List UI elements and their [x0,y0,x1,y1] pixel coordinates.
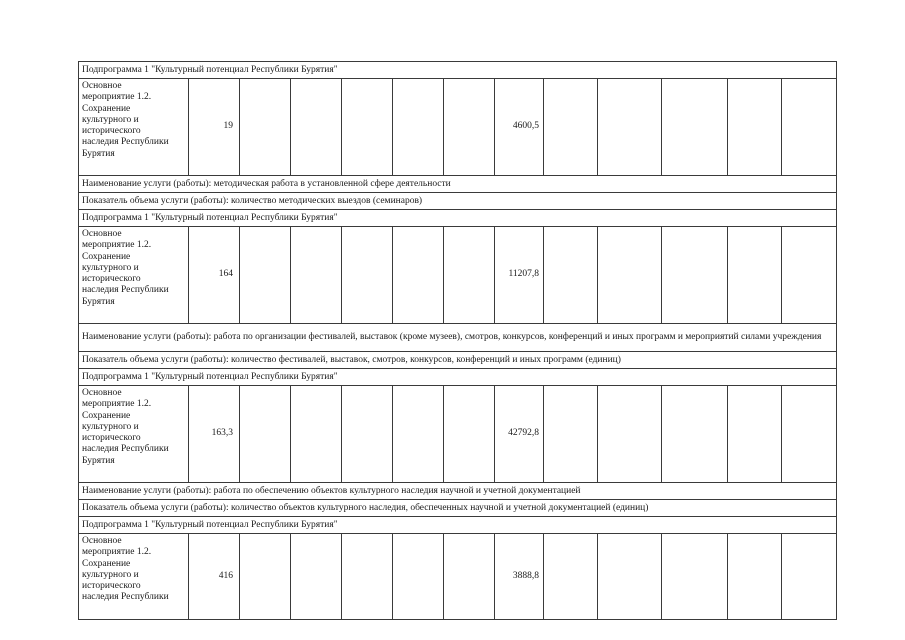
empty-cell [393,534,444,620]
service-name-row [79,176,837,193]
empty-cell [393,386,444,483]
service-name-row [79,483,837,500]
subprogram-title: Подпрограмма 1 "Культурный потенциал Республики Бурятия" [79,369,837,386]
measure-row [79,386,837,483]
empty-cell [291,386,342,483]
empty-cell [240,386,291,483]
service-indicator: Показатель объема услуги (работы): количество объектов культурного наследия, обеспеченных научной и учетной документацией (единиц) [79,500,837,517]
subprogram-title: Подпрограмма 1 "Культурный потенциал Республики Бурятия" [79,62,837,79]
subprogram-row [79,369,837,386]
empty-cell [782,79,837,176]
subprogram-title: Подпрограмма 1 "Культурный потенциал Республики Бурятия" [79,210,837,227]
empty-cell [662,227,728,324]
empty-cell [240,79,291,176]
empty-cell [291,79,342,176]
empty-cell [598,227,662,324]
empty-cell [782,534,837,620]
service-name-row [79,324,837,352]
measure-name: Основное мероприятие 1.2. Сохранение культурного и исторического наследия Республики Бурятия [79,386,189,483]
empty-cell [291,534,342,620]
empty-cell [598,534,662,620]
empty-cell [598,386,662,483]
empty-cell [444,534,495,620]
service-indicator-row [79,500,837,517]
empty-cell [728,79,782,176]
empty-cell [598,79,662,176]
empty-cell [544,227,598,324]
empty-cell [544,386,598,483]
empty-cell [393,79,444,176]
subprogram-row [79,62,837,79]
empty-cell [728,227,782,324]
empty-cell [544,534,598,620]
service-indicator: Показатель объема услуги (работы): количество фестивалей, выставок, смотров, конкурсов, конференций и иных программ (единиц) [79,352,837,369]
empty-cell [291,227,342,324]
subprogram-row [79,517,837,534]
expense-value: 4600,5 [495,79,544,176]
service-name: Наименование услуги (работы): работа по обеспечению объектов культурного наследия научной и учетной документацией [79,483,837,500]
volume-value: 19 [189,79,240,176]
subprogram-title: Подпрограмма 1 "Культурный потенциал Республики Бурятия" [79,517,837,534]
empty-cell [342,227,393,324]
service-indicator: Показатель объема услуги (работы): количество методических выездов (семинаров) [79,193,837,210]
empty-cell [782,227,837,324]
empty-cell [240,534,291,620]
expense-value: 42792,8 [495,386,544,483]
service-name: Наименование услуги (работы): методическая работа в установленной сфере деятельности [79,176,837,193]
empty-cell [444,79,495,176]
measure-row [79,534,837,620]
empty-cell [342,79,393,176]
empty-cell [662,386,728,483]
volume-value: 416 [189,534,240,620]
measure-name: Основное мероприятие 1.2. Сохранение культурного и исторического наследия Республики [79,534,189,620]
volume-value: 163,3 [189,386,240,483]
state-task-table [78,61,837,620]
measure-name: Основное мероприятие 1.2. Сохранение культурного и исторического наследия Республики Бурятия [79,227,189,324]
expense-value: 3888,8 [495,534,544,620]
empty-cell [728,386,782,483]
empty-cell [240,227,291,324]
service-indicator-row [79,193,837,210]
empty-cell [342,386,393,483]
subprogram-row [79,210,837,227]
expense-value: 11207,8 [495,227,544,324]
empty-cell [342,534,393,620]
empty-cell [393,227,444,324]
empty-cell [444,227,495,324]
service-name: Наименование услуги (работы): работа по организации фестивалей, выставок (кроме музеев), смотров, конкурсов, конференций и иных программ и мероприятий силами учреждения [79,324,837,352]
empty-cell [662,79,728,176]
empty-cell [444,386,495,483]
service-indicator-row [79,352,837,369]
measure-name: Основное мероприятие 1.2. Сохранение культурного и исторического наследия Республики Бурятия [79,79,189,176]
empty-cell [728,534,782,620]
measure-row [79,227,837,324]
volume-value: 164 [189,227,240,324]
measure-row [79,79,837,176]
empty-cell [544,79,598,176]
empty-cell [662,534,728,620]
empty-cell [782,386,837,483]
